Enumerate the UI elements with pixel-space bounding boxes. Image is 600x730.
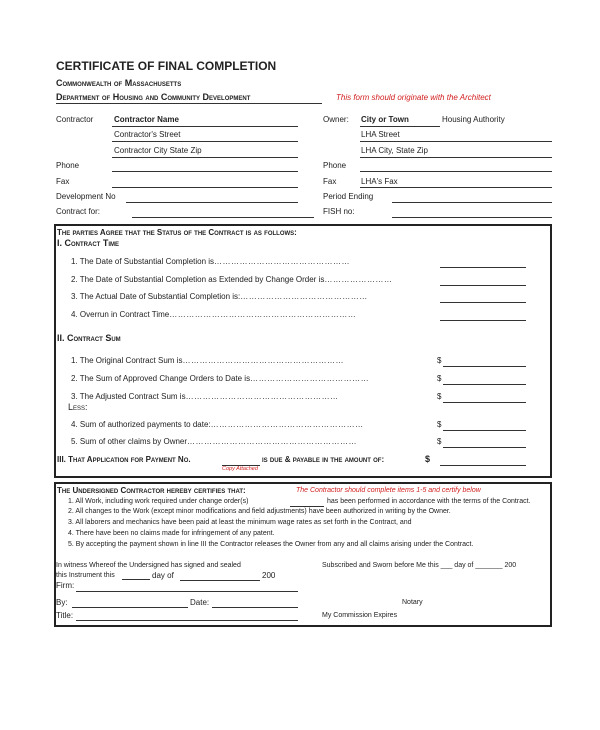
dollar-sign: $ bbox=[437, 356, 442, 365]
sum-item-2: 2. The Sum of Approved Change Orders to Date is…………………………………… bbox=[71, 374, 370, 383]
time-item-1: 1. The Date of Substantial Completion is………………………………………… bbox=[71, 257, 351, 266]
sum-item-3-field[interactable] bbox=[443, 402, 526, 403]
contractor-fax-label: Fax bbox=[56, 177, 70, 186]
department-underline bbox=[56, 103, 322, 104]
by-label: By: bbox=[56, 598, 68, 607]
sum-item-1-field[interactable] bbox=[443, 366, 526, 367]
page-title: CERTIFICATE OF FINAL COMPLETION bbox=[56, 59, 277, 73]
contractor-city[interactable]: Contractor City State Zip bbox=[114, 146, 202, 155]
dollar-sign: $ bbox=[437, 420, 442, 429]
contractor-street[interactable]: Contractor's Street bbox=[114, 130, 181, 139]
owner-phone-label: Phone bbox=[323, 161, 347, 170]
payment-amount-field[interactable] bbox=[440, 465, 526, 466]
certify-item-5: 5. By accepting the payment shown in line III the Contractor releases the Owner from any and all claims arising under the Contract. bbox=[68, 541, 474, 548]
firm-label: Firm: bbox=[56, 581, 75, 590]
sum-item-5: 5. Sum of other claims by Owner…………………………………………………… bbox=[71, 437, 358, 446]
lha-fax[interactable]: LHA's Fax bbox=[361, 177, 398, 186]
sum-item-4: 4. Sum of authorized payments to date:……………………………………………… bbox=[71, 420, 364, 429]
status-header: The parties Agree that the Status of the Contract is as follows: bbox=[57, 228, 297, 237]
contractor-fax-field[interactable] bbox=[112, 187, 298, 188]
certify-item-3: 3. All laborers and mechanics have been paid at least the minimum wage rates as set forth in the Contract, and bbox=[68, 519, 412, 526]
contractor-name[interactable]: Contractor Name bbox=[114, 115, 179, 124]
time-item-3: 3. The Actual Date of Substantial Completion is:……………………………………… bbox=[71, 292, 368, 301]
contract-for-label: Contract for: bbox=[56, 207, 101, 216]
certify-header: The Undersigned Contractor hereby certifies that: bbox=[57, 486, 246, 495]
development-no-label: Development No bbox=[56, 192, 116, 201]
owner-label: Owner: bbox=[323, 115, 349, 124]
witness-line-2a: this Instrument this bbox=[56, 572, 115, 579]
time-item-2: 2. The Date of Substantial Completion as Extended by Change Order is…………………… bbox=[71, 275, 393, 284]
firm-field[interactable] bbox=[76, 591, 298, 592]
sum-item-4-field[interactable] bbox=[443, 430, 526, 431]
certify-item-1a: 1. All Work, including work required under change order(s) bbox=[68, 498, 249, 505]
certify-item-2: 2. All changes to the Work (except minor modifications and field adjustments) have been authorized in writing by the Owner. bbox=[68, 508, 451, 515]
witness-line-2b: day of bbox=[152, 571, 174, 580]
commonwealth-subtitle: Commonwealth of Massachusetts bbox=[56, 78, 182, 88]
contractor-label: Contractor bbox=[56, 115, 94, 124]
subscribed-line: Subscribed and Sworn before Me this ___ day of _______ 200 bbox=[322, 562, 517, 569]
commission-expires: My Commission Expires bbox=[322, 612, 398, 619]
city-or-town[interactable]: City or Town bbox=[361, 115, 409, 124]
certify-item-1b: has been performed in accordance with the terms of the Contract. bbox=[327, 498, 531, 505]
sum-item-2-field[interactable] bbox=[443, 384, 526, 385]
change-orders-field[interactable] bbox=[290, 506, 324, 507]
title-label: Title: bbox=[56, 611, 74, 620]
dollar-sign: $ bbox=[437, 437, 442, 446]
due-payable-label: is due & payable in the amount of: bbox=[262, 455, 385, 464]
witness-line-1: In witness Whereof the Undersigned has signed and sealed bbox=[56, 562, 241, 569]
time-item-4: 4. Overrun in Contract Time………………………………………………………… bbox=[71, 310, 357, 319]
payment-application-label: III. That Application for Payment No. bbox=[57, 455, 191, 464]
less-label: Less: bbox=[68, 402, 88, 412]
period-ending-field[interactable] bbox=[392, 202, 552, 203]
lha-city[interactable]: LHA City, State Zip bbox=[361, 146, 428, 155]
date-field[interactable] bbox=[212, 607, 298, 608]
fish-no-field[interactable] bbox=[392, 217, 552, 218]
contract-for-field[interactable] bbox=[132, 217, 314, 218]
owner-fax-label: Fax bbox=[323, 177, 337, 186]
dollar-sign: $ bbox=[425, 454, 431, 464]
dollar-sign: $ bbox=[437, 392, 442, 401]
owner-phone-field[interactable] bbox=[360, 171, 552, 172]
witness-day-field[interactable] bbox=[122, 579, 150, 580]
development-no-field[interactable] bbox=[126, 202, 298, 203]
date-label: Date: bbox=[190, 598, 210, 607]
title-field[interactable] bbox=[76, 620, 298, 621]
lha-street[interactable]: LHA Street bbox=[361, 130, 400, 139]
section-contract-sum: II. Contract Sum bbox=[57, 333, 121, 343]
housing-authority: Housing Authority bbox=[442, 115, 505, 124]
contractor-complete-note: The Contractor should complete items 1-5 and certify below bbox=[296, 487, 481, 494]
contractor-phone-field[interactable] bbox=[112, 171, 298, 172]
fish-no-label: FISH no: bbox=[323, 207, 355, 216]
time-item-1-field[interactable] bbox=[440, 267, 526, 268]
sum-item-3: 3. The Adjusted Contract Sum is……………………………………………… bbox=[71, 392, 339, 401]
time-item-3-field[interactable] bbox=[440, 302, 526, 303]
dollar-sign: $ bbox=[437, 374, 442, 383]
witness-month-field[interactable] bbox=[180, 580, 260, 581]
sum-item-1: 1. The Original Contract Sum is………………………………………………… bbox=[71, 356, 344, 365]
certify-item-4: 4. There have been no claims made for infringement of any patent. bbox=[68, 530, 275, 537]
contractor-phone-label: Phone bbox=[56, 161, 80, 170]
sum-item-5-field[interactable] bbox=[443, 447, 526, 448]
architect-note: This form should originate with the Architect bbox=[336, 93, 491, 102]
department-subtitle: Department of Housing and Community Development bbox=[56, 92, 251, 102]
time-item-2-field[interactable] bbox=[440, 285, 526, 286]
copy-attached-note: Copy Attached bbox=[222, 466, 258, 472]
time-item-4-field[interactable] bbox=[440, 320, 526, 321]
by-field[interactable] bbox=[72, 607, 188, 608]
section-contract-time: I. Contract Time bbox=[57, 238, 119, 248]
notary-label: Notary bbox=[402, 599, 423, 606]
period-ending-label: Period Ending bbox=[323, 192, 374, 201]
witness-year: 200 bbox=[262, 571, 276, 580]
